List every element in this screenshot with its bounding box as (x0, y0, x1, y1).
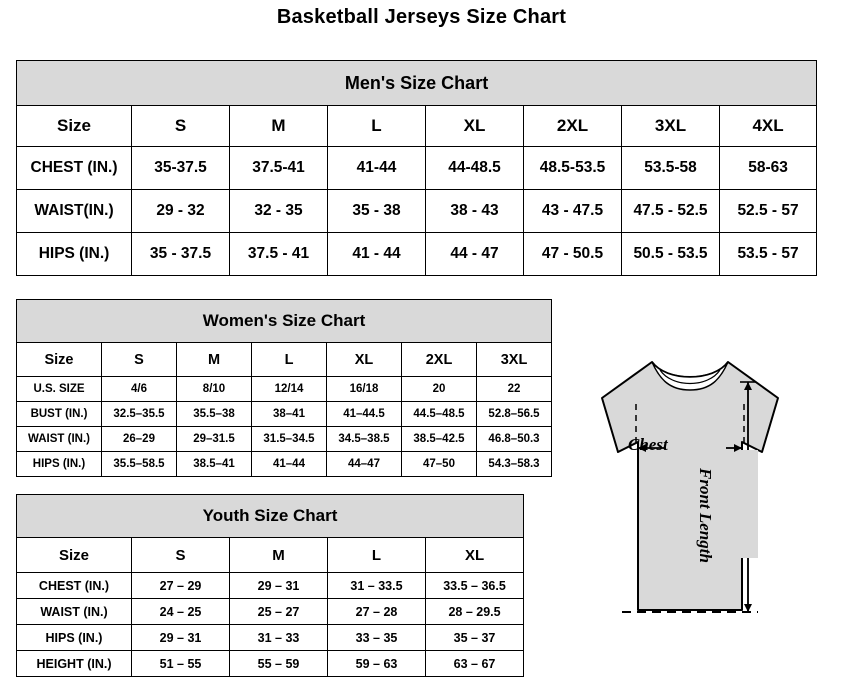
cell-chest-l: 31 – 33.5 (328, 573, 426, 599)
table-header-row (17, 538, 524, 573)
cell-chest-xl: 33.5 – 36.5 (426, 573, 524, 599)
column-header-3xl: 3XL (477, 343, 552, 377)
cell-hips-3xl: 54.3–58.3 (477, 452, 552, 477)
cell-waist-3xl: 47.5 - 52.5 (622, 190, 720, 233)
cell-us-size-l: 12/14 (252, 377, 327, 402)
womens-size-chart-table (16, 299, 552, 477)
column-header-s: S (102, 343, 177, 377)
cell-chest-l: 41-44 (328, 147, 426, 190)
table-row (17, 599, 524, 625)
column-header-l: L (328, 106, 426, 147)
cell-hips-l: 41–44 (252, 452, 327, 477)
cell-waist-2xl: 43 - 47.5 (524, 190, 622, 233)
cell-hips-m: 37.5 - 41 (230, 233, 328, 276)
table-caption-row (17, 300, 552, 343)
row-label-chest: CHEST (IN.) (17, 573, 132, 599)
column-header-m: M (177, 343, 252, 377)
row-label-hips: HIPS (IN.) (17, 625, 132, 651)
row-label-waist: WAIST (IN.) (17, 427, 102, 452)
table-row (17, 147, 817, 190)
column-header-l: L (252, 343, 327, 377)
cell-waist-l: 31.5–34.5 (252, 427, 327, 452)
cell-chest-s: 35-37.5 (132, 147, 230, 190)
youth-table-caption: Youth Size Chart (17, 495, 524, 538)
cell-waist-s: 26–29 (102, 427, 177, 452)
cell-waist-l: 35 - 38 (328, 190, 426, 233)
cell-waist-3xl: 46.8–50.3 (477, 427, 552, 452)
cell-chest-m: 37.5-41 (230, 147, 328, 190)
cell-waist-xl: 38 - 43 (426, 190, 524, 233)
cell-waist-2xl: 38.5–42.5 (402, 427, 477, 452)
womens-table-caption: Women's Size Chart (17, 300, 552, 343)
cell-chest-4xl: 58-63 (720, 147, 817, 190)
cell-waist-s: 29 - 32 (132, 190, 230, 233)
cell-hips-4xl: 53.5 - 57 (720, 233, 817, 276)
cell-us-size-3xl: 22 (477, 377, 552, 402)
column-header-size: Size (17, 343, 102, 377)
table-row (17, 427, 552, 452)
column-header-s: S (132, 538, 230, 573)
cell-chest-s: 27 – 29 (132, 573, 230, 599)
chest-label: Chest (628, 435, 668, 454)
cell-hips-s: 35.5–58.5 (102, 452, 177, 477)
column-header-m: M (230, 106, 328, 147)
table-caption-row (17, 495, 524, 538)
front-length-label: Front Length (696, 468, 715, 563)
cell-hips-l: 33 – 35 (328, 625, 426, 651)
row-label-us-size: U.S. SIZE (17, 377, 102, 402)
cell-height-l: 59 – 63 (328, 651, 426, 677)
page-title: Basketball Jerseys Size Chart (276, 6, 567, 28)
cell-waist-xl: 28 – 29.5 (426, 599, 524, 625)
table-row (17, 190, 817, 233)
column-header-xl: XL (426, 106, 524, 147)
cell-us-size-xl: 16/18 (327, 377, 402, 402)
jersey-measurement-diagram (540, 340, 840, 675)
cell-chest-m: 29 – 31 (230, 573, 328, 599)
cell-hips-2xl: 47 - 50.5 (524, 233, 622, 276)
column-header-l: L (328, 538, 426, 573)
table-header-row (17, 343, 552, 377)
cell-hips-2xl: 47–50 (402, 452, 477, 477)
cell-height-m: 55 – 59 (230, 651, 328, 677)
row-label-height: HEIGHT (IN.) (17, 651, 132, 677)
column-header-2xl: 2XL (524, 106, 622, 147)
column-header-2xl: 2XL (402, 343, 477, 377)
cell-hips-xl: 35 – 37 (426, 625, 524, 651)
table-row (17, 573, 524, 599)
column-header-size: Size (17, 106, 132, 147)
row-label-hips: HIPS (IN.) (17, 452, 102, 477)
table-row (17, 651, 524, 677)
row-label-waist: WAIST (IN.) (17, 599, 132, 625)
cell-hips-3xl: 50.5 - 53.5 (622, 233, 720, 276)
row-label-chest: CHEST (IN.) (17, 147, 132, 190)
cell-bust-xl: 41–44.5 (327, 402, 402, 427)
front-length-label-backdrop (738, 450, 758, 558)
cell-hips-m: 31 – 33 (230, 625, 328, 651)
table-row (17, 625, 524, 651)
table-caption-row (17, 61, 817, 106)
chest-label-backdrop (666, 438, 726, 458)
cell-bust-l: 38–41 (252, 402, 327, 427)
cell-hips-xl: 44–47 (327, 452, 402, 477)
cell-height-s: 51 – 55 (132, 651, 230, 677)
row-label-hips: HIPS (IN.) (17, 233, 132, 276)
cell-chest-2xl: 48.5-53.5 (524, 147, 622, 190)
cell-height-xl: 63 – 67 (426, 651, 524, 677)
cell-waist-4xl: 52.5 - 57 (720, 190, 817, 233)
cell-us-size-2xl: 20 (402, 377, 477, 402)
mens-size-chart-table (16, 60, 817, 276)
mens-table-caption: Men's Size Chart (17, 61, 817, 106)
column-header-xl: XL (426, 538, 524, 573)
table-row (17, 402, 552, 427)
cell-waist-m: 29–31.5 (177, 427, 252, 452)
column-header-s: S (132, 106, 230, 147)
column-header-xl: XL (327, 343, 402, 377)
cell-hips-s: 35 - 37.5 (132, 233, 230, 276)
column-header-m: M (230, 538, 328, 573)
table-header-row (17, 106, 817, 147)
column-header-3xl: 3XL (622, 106, 720, 147)
table-row (17, 452, 552, 477)
cell-bust-m: 35.5–38 (177, 402, 252, 427)
row-label-waist: WAIST(IN.) (17, 190, 132, 233)
cell-hips-xl: 44 - 47 (426, 233, 524, 276)
cell-us-size-s: 4/6 (102, 377, 177, 402)
cell-bust-s: 32.5–35.5 (102, 402, 177, 427)
column-header-size: Size (17, 538, 132, 573)
table-row (17, 233, 817, 276)
youth-size-chart-table (16, 494, 524, 677)
cell-us-size-m: 8/10 (177, 377, 252, 402)
cell-hips-m: 38.5–41 (177, 452, 252, 477)
cell-waist-s: 24 – 25 (132, 599, 230, 625)
cell-chest-xl: 44-48.5 (426, 147, 524, 190)
cell-waist-m: 25 – 27 (230, 599, 328, 625)
cell-hips-s: 29 – 31 (132, 625, 230, 651)
cell-waist-xl: 34.5–38.5 (327, 427, 402, 452)
cell-chest-3xl: 53.5-58 (622, 147, 720, 190)
jersey-svg (540, 340, 840, 675)
column-header-4xl: 4XL (720, 106, 817, 147)
cell-waist-l: 27 – 28 (328, 599, 426, 625)
row-label-bust: BUST (IN.) (17, 402, 102, 427)
table-row (17, 377, 552, 402)
cell-bust-2xl: 44.5–48.5 (402, 402, 477, 427)
cell-waist-m: 32 - 35 (230, 190, 328, 233)
cell-hips-l: 41 - 44 (328, 233, 426, 276)
cell-bust-3xl: 52.8–56.5 (477, 402, 552, 427)
